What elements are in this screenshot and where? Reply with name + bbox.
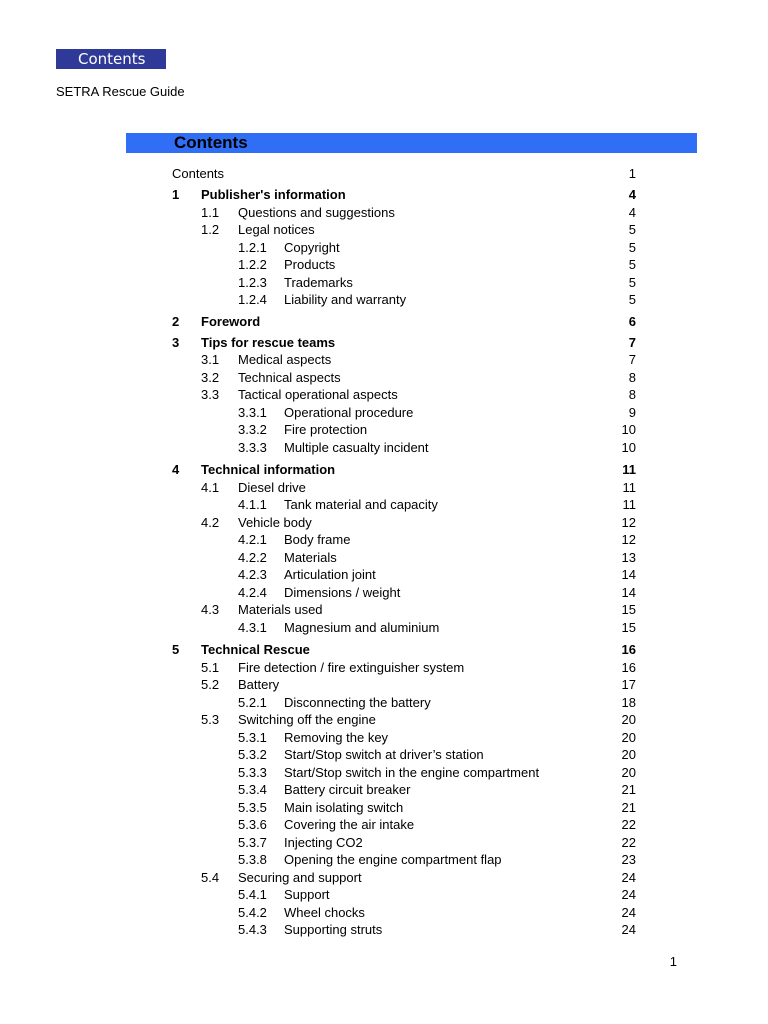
toc-entry[interactable] bbox=[0, 496, 768, 513]
page-number: 1 bbox=[669, 954, 677, 969]
toc-entry-number: 5.4 bbox=[201, 870, 220, 885]
toc-entry-number: 4 bbox=[172, 462, 180, 477]
toc-entry-page: 11 bbox=[622, 480, 636, 495]
toc-entry-page: 10 bbox=[621, 422, 636, 437]
contents-tab-label: Contents bbox=[56, 49, 166, 69]
toc-entry-title: Contents bbox=[172, 166, 225, 181]
toc-entry-title: Start/Stop switch at driver’s station bbox=[284, 747, 484, 762]
toc-entry[interactable] bbox=[0, 619, 768, 636]
toc-entry[interactable] bbox=[0, 729, 768, 746]
toc-entry-page: 9 bbox=[628, 405, 636, 420]
toc-entry[interactable] bbox=[0, 904, 768, 921]
toc-entry-title: Technical information bbox=[201, 462, 336, 477]
toc-entry[interactable] bbox=[0, 566, 768, 583]
toc-entry-title: Articulation joint bbox=[284, 567, 376, 582]
toc-entry-number: 5.3.7 bbox=[238, 835, 267, 850]
toc-entry[interactable] bbox=[0, 816, 768, 833]
toc-entry-title: Magnesium and aluminium bbox=[284, 620, 440, 635]
toc-entry[interactable] bbox=[0, 694, 768, 711]
toc-entry-number: 3.2 bbox=[201, 370, 220, 385]
toc-entry[interactable] bbox=[0, 799, 768, 816]
toc-entry-contents[interactable] bbox=[0, 165, 768, 182]
toc-entry-page: 24 bbox=[621, 905, 636, 920]
toc-entry-title: Body frame bbox=[284, 532, 351, 547]
toc-entry-title: Fire detection / fire extinguisher system bbox=[238, 660, 465, 675]
toc-entry-number: 5.3.1 bbox=[238, 730, 267, 745]
toc-entry-title: Battery circuit breaker bbox=[284, 782, 411, 797]
toc-entry-page: 4 bbox=[628, 205, 636, 220]
toc-chapter[interactable] bbox=[0, 641, 768, 658]
toc-entry-page: 7 bbox=[628, 335, 636, 350]
toc-entry-title: Disconnecting the battery bbox=[284, 695, 431, 710]
toc-entry-number: 5.3.2 bbox=[238, 747, 267, 762]
toc-entry-number: 4.2.4 bbox=[238, 585, 267, 600]
toc-entry[interactable] bbox=[0, 746, 768, 763]
toc-entry-title: Publisher's information bbox=[201, 187, 346, 202]
toc-entry-number: 3.3.2 bbox=[238, 422, 267, 437]
toc-entry-number: 4.1.1 bbox=[238, 497, 267, 512]
toc-entry-page: 23 bbox=[621, 852, 636, 867]
toc-entry-number: 3.3.1 bbox=[238, 405, 267, 420]
guide-title: SETRA Rescue Guide bbox=[56, 84, 185, 99]
toc-entry-page: 24 bbox=[621, 922, 636, 937]
toc-entry-title: Supporting struts bbox=[284, 922, 383, 937]
toc-entry[interactable] bbox=[0, 369, 768, 386]
toc-entry-number: 4.2.3 bbox=[238, 567, 267, 582]
toc-entry-page: 5 bbox=[628, 275, 636, 290]
toc-entry-page: 14 bbox=[621, 585, 636, 600]
toc-entry[interactable] bbox=[0, 781, 768, 798]
toc-entry-title: Technical Rescue bbox=[201, 642, 310, 657]
toc-entry-title: Copyright bbox=[284, 240, 340, 255]
toc-entry-number: 3.1 bbox=[201, 352, 220, 367]
toc-entry-title: Covering the air intake bbox=[284, 817, 415, 832]
toc-entry-number: 1.2.1 bbox=[238, 240, 267, 255]
toc-entry-number: 4.2.2 bbox=[238, 550, 267, 565]
toc-entry-number: 1.1 bbox=[201, 205, 220, 220]
toc-entry[interactable] bbox=[0, 711, 768, 728]
toc-chapter[interactable] bbox=[0, 186, 768, 203]
toc-entry-page: 22 bbox=[621, 835, 636, 850]
toc-entry-number: 3 bbox=[172, 335, 180, 350]
toc-entry-title: Wheel chocks bbox=[284, 905, 365, 920]
toc-entry-title: Switching off the engine bbox=[238, 712, 376, 727]
toc-entry-page: 24 bbox=[621, 870, 636, 885]
toc-entry-title: Tank material and capacity bbox=[284, 497, 438, 512]
toc-entry-page: 1 bbox=[628, 166, 636, 181]
toc-entry-title: Liability and warranty bbox=[284, 292, 407, 307]
toc-entry-number: 5.1 bbox=[201, 660, 220, 675]
toc-entry-page: 20 bbox=[621, 730, 636, 745]
toc-entry-title: Tactical operational aspects bbox=[238, 387, 398, 402]
toc-entry-page: 5 bbox=[628, 222, 636, 237]
toc-entry-page: 7 bbox=[628, 352, 636, 367]
toc-entry[interactable] bbox=[0, 584, 768, 601]
toc-entry-number: 1.2.4 bbox=[238, 292, 267, 307]
toc-entry-number: 5.3.5 bbox=[238, 800, 267, 815]
toc-entry-title: Multiple casualty incident bbox=[284, 440, 429, 455]
toc-entry-page: 14 bbox=[621, 567, 636, 582]
toc-entry-page: 21 bbox=[621, 800, 636, 815]
toc-entry-number: 5.3 bbox=[201, 712, 220, 727]
toc-entry-number: 4.2.1 bbox=[238, 532, 267, 547]
toc-entry[interactable] bbox=[0, 834, 768, 851]
toc-entry-page: 18 bbox=[621, 695, 636, 710]
banner-title: Contents bbox=[174, 133, 248, 152]
toc-entry-number: 5.3.3 bbox=[238, 765, 267, 780]
toc-entry[interactable] bbox=[0, 851, 768, 868]
toc-entry-number: 1.2.2 bbox=[238, 257, 267, 272]
toc-entry-page: 6 bbox=[628, 314, 636, 329]
toc-entry-number: 5.4.1 bbox=[238, 887, 267, 902]
toc-entry[interactable] bbox=[0, 764, 768, 781]
toc-entry-page: 21 bbox=[621, 782, 636, 797]
toc-entry-title: Questions and suggestions bbox=[238, 205, 395, 220]
toc-entry-number: 5.3.4 bbox=[238, 782, 267, 797]
toc-entry-page: 4 bbox=[628, 187, 636, 202]
toc-entry-page: 11 bbox=[622, 462, 636, 477]
toc-entry-page: 15 bbox=[621, 602, 636, 617]
toc-entry[interactable] bbox=[0, 386, 768, 403]
toc-entry-title: Materials used bbox=[238, 602, 323, 617]
toc-entry-number: 1.2.3 bbox=[238, 275, 267, 290]
toc-entry-title: Securing and support bbox=[238, 870, 362, 885]
toc-entry-page: 16 bbox=[621, 660, 636, 675]
toc-entry-page: 22 bbox=[621, 817, 636, 832]
toc-entry[interactable] bbox=[0, 221, 768, 238]
toc-entry-page: 16 bbox=[621, 642, 636, 657]
toc-entry-title: Medical aspects bbox=[238, 352, 332, 367]
toc-entry[interactable] bbox=[0, 659, 768, 676]
toc-entry-page: 15 bbox=[621, 620, 636, 635]
toc-entry-number: 4.3 bbox=[201, 602, 220, 617]
toc-entry-page: 17 bbox=[621, 677, 636, 692]
toc-entry-number: 5.4.3 bbox=[238, 922, 267, 937]
toc-entry[interactable] bbox=[0, 886, 768, 903]
toc-entry-title: Foreword bbox=[201, 314, 261, 329]
toc-chapter[interactable] bbox=[0, 461, 768, 478]
toc-entry[interactable] bbox=[0, 204, 768, 221]
toc-entry[interactable] bbox=[0, 421, 768, 438]
toc-entry[interactable] bbox=[0, 274, 768, 291]
toc-entry-title: Vehicle body bbox=[238, 515, 312, 530]
toc-entry-page: 11 bbox=[622, 497, 636, 512]
toc-entry-page: 24 bbox=[621, 887, 636, 902]
toc-entry[interactable] bbox=[0, 351, 768, 368]
toc-entry-number: 5.4.2 bbox=[238, 905, 267, 920]
toc-entry-title: Tips for rescue teams bbox=[201, 335, 336, 350]
toc-entry[interactable] bbox=[0, 291, 768, 308]
toc-entry-title: Products bbox=[284, 257, 336, 272]
toc-entry-number: 5.2.1 bbox=[238, 695, 267, 710]
toc-entry[interactable] bbox=[0, 869, 768, 886]
toc-entry-title: Opening the engine compartment flap bbox=[284, 852, 502, 867]
toc-entry[interactable] bbox=[0, 256, 768, 273]
toc-entry-title: Technical aspects bbox=[238, 370, 341, 385]
toc-entry-title: Battery bbox=[238, 677, 280, 692]
toc-entry-title: Start/Stop switch in the engine compartment bbox=[284, 765, 540, 780]
toc-entry-number: 2 bbox=[172, 314, 180, 329]
toc-entry-number: 5.2 bbox=[201, 677, 220, 692]
toc-entry-number: 5 bbox=[172, 642, 180, 657]
toc-entry[interactable] bbox=[0, 921, 768, 938]
toc-entry-title: Injecting CO2 bbox=[284, 835, 363, 850]
toc-entry-title: Support bbox=[284, 887, 330, 902]
toc-entry-number: 1.2 bbox=[201, 222, 220, 237]
toc-entry-title: Dimensions / weight bbox=[284, 585, 401, 600]
toc-entry[interactable] bbox=[0, 404, 768, 421]
toc-entry-page: 5 bbox=[628, 257, 636, 272]
toc-entry[interactable] bbox=[0, 439, 768, 456]
toc-chapter[interactable] bbox=[0, 313, 768, 330]
toc-entry-title: Removing the key bbox=[284, 730, 389, 745]
toc-entry-number: 5.3.6 bbox=[238, 817, 267, 832]
toc-entry[interactable] bbox=[0, 676, 768, 693]
toc-entry-title: Legal notices bbox=[238, 222, 315, 237]
toc-entry-number: 3.3 bbox=[201, 387, 220, 402]
toc-entry-title: Fire protection bbox=[284, 422, 368, 437]
toc-entry[interactable] bbox=[0, 514, 768, 531]
toc-entry-page: 20 bbox=[621, 765, 636, 780]
toc-entry-page: 12 bbox=[621, 532, 636, 547]
toc-entry[interactable] bbox=[0, 479, 768, 496]
toc-entry-title: Main isolating switch bbox=[284, 800, 404, 815]
toc-entry-number: 4.2 bbox=[201, 515, 220, 530]
toc-entry-page: 12 bbox=[621, 515, 636, 530]
toc-entry-page: 8 bbox=[628, 387, 636, 402]
toc-entry-number: 5.3.8 bbox=[238, 852, 267, 867]
toc-entry-number: 3.3.3 bbox=[238, 440, 267, 455]
toc-entry-title: Operational procedure bbox=[284, 405, 414, 420]
toc-entry-page: 5 bbox=[628, 292, 636, 307]
toc-entry-title: Diesel drive bbox=[238, 480, 306, 495]
toc-entry-title: Trademarks bbox=[284, 275, 353, 290]
toc-entry-page: 8 bbox=[628, 370, 636, 385]
toc-entry-page: 5 bbox=[628, 240, 636, 255]
toc-entry-page: 10 bbox=[621, 440, 636, 455]
toc-entry[interactable] bbox=[0, 531, 768, 548]
toc-entry-page: 20 bbox=[621, 747, 636, 762]
toc-entry-number: 1 bbox=[172, 187, 180, 202]
toc-entry-number: 4.1 bbox=[201, 480, 220, 495]
toc-entry[interactable] bbox=[0, 239, 768, 256]
toc-entry-title: Materials bbox=[284, 550, 337, 565]
toc-chapter[interactable] bbox=[0, 334, 768, 351]
toc-entry[interactable] bbox=[0, 601, 768, 618]
toc-entry[interactable] bbox=[0, 549, 768, 566]
toc-entry-page: 13 bbox=[621, 550, 636, 565]
toc-entry-page: 20 bbox=[621, 712, 636, 727]
toc-entry-number: 4.3.1 bbox=[238, 620, 267, 635]
